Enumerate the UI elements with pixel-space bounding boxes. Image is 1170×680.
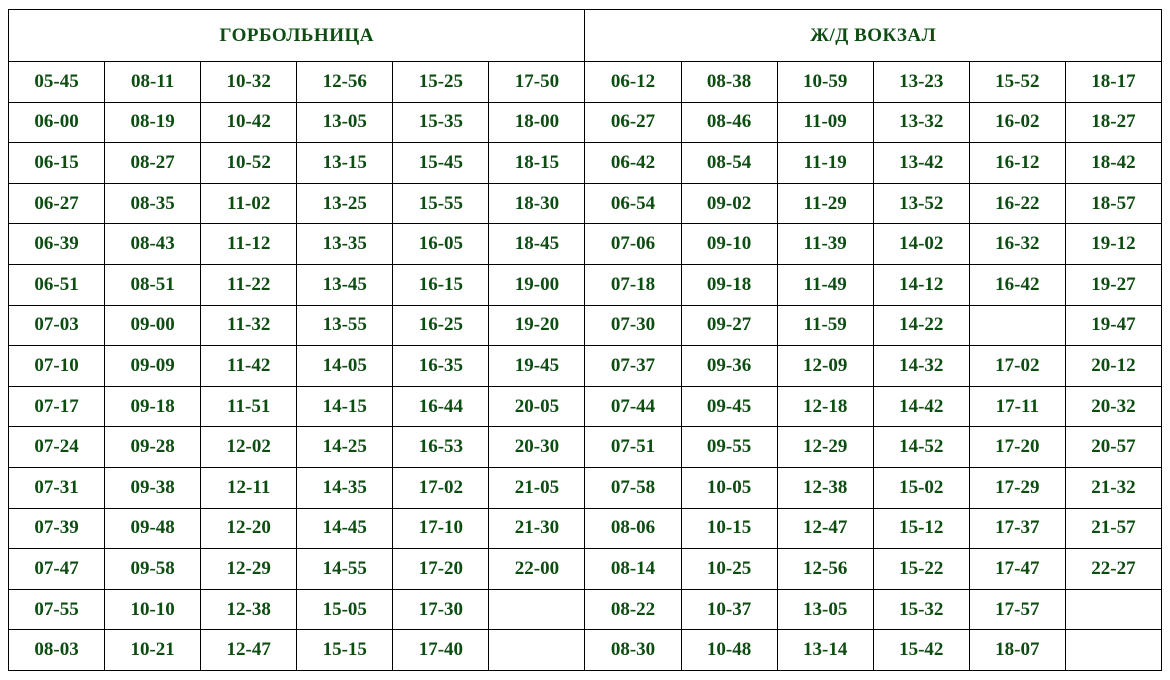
header-railway-station: Ж/Д ВОКЗАЛ bbox=[585, 10, 1162, 62]
time-cell-gorbolnitsa: 17-20 bbox=[393, 549, 489, 590]
time-cell-railway-station: 15-22 bbox=[873, 549, 969, 590]
time-cell-railway-station: 16-22 bbox=[969, 183, 1065, 224]
time-cell-gorbolnitsa: 17-30 bbox=[393, 589, 489, 630]
time-cell-gorbolnitsa: 13-25 bbox=[297, 183, 393, 224]
time-cell-railway-station: 17-20 bbox=[969, 427, 1065, 468]
time-cell-gorbolnitsa: 12-11 bbox=[201, 467, 297, 508]
time-cell-gorbolnitsa: 11-32 bbox=[201, 305, 297, 346]
time-cell-railway-station: 09-55 bbox=[681, 427, 777, 468]
time-cell-gorbolnitsa: 14-15 bbox=[297, 386, 393, 427]
time-cell-gorbolnitsa: 15-05 bbox=[297, 589, 393, 630]
time-cell-gorbolnitsa: 12-20 bbox=[201, 508, 297, 549]
table-row bbox=[9, 630, 1162, 671]
time-cell-gorbolnitsa: 20-30 bbox=[489, 427, 585, 468]
time-cell-gorbolnitsa: 09-48 bbox=[105, 508, 201, 549]
time-cell-railway-station: 17-37 bbox=[969, 508, 1065, 549]
time-cell-railway-station: 14-52 bbox=[873, 427, 969, 468]
time-cell-gorbolnitsa: 14-05 bbox=[297, 346, 393, 387]
time-cell-gorbolnitsa: 19-00 bbox=[489, 264, 585, 305]
time-cell-railway-station: 07-51 bbox=[585, 427, 681, 468]
header-row bbox=[9, 10, 1162, 62]
time-cell-gorbolnitsa: 18-00 bbox=[489, 102, 585, 143]
time-cell-gorbolnitsa: 15-35 bbox=[393, 102, 489, 143]
time-cell-gorbolnitsa: 07-31 bbox=[9, 467, 105, 508]
time-cell-railway-station: 06-54 bbox=[585, 183, 681, 224]
time-cell-gorbolnitsa: 06-27 bbox=[9, 183, 105, 224]
time-cell-railway-station: 20-57 bbox=[1065, 427, 1161, 468]
time-cell-gorbolnitsa: 10-32 bbox=[201, 62, 297, 103]
time-cell-gorbolnitsa: 13-05 bbox=[297, 102, 393, 143]
time-cell-gorbolnitsa: 06-15 bbox=[9, 143, 105, 184]
time-cell-gorbolnitsa: 14-45 bbox=[297, 508, 393, 549]
time-cell-railway-station: 13-23 bbox=[873, 62, 969, 103]
time-cell-gorbolnitsa: 09-09 bbox=[105, 346, 201, 387]
time-cell-railway-station: 16-42 bbox=[969, 264, 1065, 305]
time-cell-gorbolnitsa: 15-55 bbox=[393, 183, 489, 224]
table-row bbox=[9, 183, 1162, 224]
time-cell-gorbolnitsa: 15-25 bbox=[393, 62, 489, 103]
time-cell-gorbolnitsa: 17-02 bbox=[393, 467, 489, 508]
time-cell-gorbolnitsa: 07-39 bbox=[9, 508, 105, 549]
time-cell-railway-station: 08-30 bbox=[585, 630, 681, 671]
time-cell-gorbolnitsa: 11-02 bbox=[201, 183, 297, 224]
time-cell-railway-station bbox=[1065, 589, 1161, 630]
table-row bbox=[9, 264, 1162, 305]
time-cell-railway-station: 10-37 bbox=[681, 589, 777, 630]
time-cell-railway-station bbox=[1065, 630, 1161, 671]
time-cell-railway-station: 09-45 bbox=[681, 386, 777, 427]
time-cell-gorbolnitsa: 19-45 bbox=[489, 346, 585, 387]
table-row bbox=[9, 102, 1162, 143]
time-cell-railway-station: 08-14 bbox=[585, 549, 681, 590]
time-cell-gorbolnitsa: 13-35 bbox=[297, 224, 393, 265]
time-cell-gorbolnitsa: 20-05 bbox=[489, 386, 585, 427]
table-row bbox=[9, 508, 1162, 549]
time-cell-railway-station: 06-12 bbox=[585, 62, 681, 103]
time-cell-gorbolnitsa: 09-58 bbox=[105, 549, 201, 590]
time-cell-railway-station: 19-12 bbox=[1065, 224, 1161, 265]
time-cell-railway-station: 09-10 bbox=[681, 224, 777, 265]
time-cell-gorbolnitsa bbox=[489, 630, 585, 671]
time-cell-gorbolnitsa bbox=[489, 589, 585, 630]
time-cell-railway-station: 08-54 bbox=[681, 143, 777, 184]
time-cell-railway-station: 22-27 bbox=[1065, 549, 1161, 590]
time-cell-gorbolnitsa: 14-25 bbox=[297, 427, 393, 468]
table-row bbox=[9, 467, 1162, 508]
time-cell-railway-station: 10-15 bbox=[681, 508, 777, 549]
time-cell-railway-station: 16-12 bbox=[969, 143, 1065, 184]
time-cell-gorbolnitsa: 14-55 bbox=[297, 549, 393, 590]
time-cell-railway-station: 20-32 bbox=[1065, 386, 1161, 427]
time-cell-railway-station: 14-02 bbox=[873, 224, 969, 265]
time-cell-gorbolnitsa: 10-21 bbox=[105, 630, 201, 671]
time-cell-railway-station: 17-47 bbox=[969, 549, 1065, 590]
time-cell-gorbolnitsa: 16-35 bbox=[393, 346, 489, 387]
time-cell-gorbolnitsa: 19-20 bbox=[489, 305, 585, 346]
time-cell-railway-station: 10-05 bbox=[681, 467, 777, 508]
time-cell-gorbolnitsa: 10-42 bbox=[201, 102, 297, 143]
time-cell-railway-station: 11-49 bbox=[777, 264, 873, 305]
time-cell-gorbolnitsa: 10-10 bbox=[105, 589, 201, 630]
time-cell-railway-station: 09-02 bbox=[681, 183, 777, 224]
time-cell-railway-station: 15-02 bbox=[873, 467, 969, 508]
time-cell-railway-station: 19-47 bbox=[1065, 305, 1161, 346]
time-cell-gorbolnitsa: 17-40 bbox=[393, 630, 489, 671]
time-cell-railway-station: 13-32 bbox=[873, 102, 969, 143]
time-cell-railway-station: 07-30 bbox=[585, 305, 681, 346]
time-cell-gorbolnitsa: 11-12 bbox=[201, 224, 297, 265]
time-cell-gorbolnitsa: 13-15 bbox=[297, 143, 393, 184]
time-cell-gorbolnitsa: 18-30 bbox=[489, 183, 585, 224]
time-cell-railway-station: 13-05 bbox=[777, 589, 873, 630]
time-cell-gorbolnitsa: 14-35 bbox=[297, 467, 393, 508]
table-row bbox=[9, 427, 1162, 468]
table-row bbox=[9, 346, 1162, 387]
time-cell-railway-station: 21-32 bbox=[1065, 467, 1161, 508]
time-cell-railway-station: 10-59 bbox=[777, 62, 873, 103]
time-cell-railway-station: 08-22 bbox=[585, 589, 681, 630]
time-cell-railway-station: 18-07 bbox=[969, 630, 1065, 671]
time-cell-railway-station: 15-42 bbox=[873, 630, 969, 671]
time-cell-gorbolnitsa: 07-17 bbox=[9, 386, 105, 427]
time-cell-gorbolnitsa: 16-05 bbox=[393, 224, 489, 265]
time-cell-gorbolnitsa: 11-51 bbox=[201, 386, 297, 427]
time-cell-railway-station: 12-09 bbox=[777, 346, 873, 387]
time-cell-railway-station: 08-06 bbox=[585, 508, 681, 549]
time-cell-railway-station bbox=[969, 305, 1065, 346]
time-cell-gorbolnitsa: 09-00 bbox=[105, 305, 201, 346]
time-cell-railway-station: 12-29 bbox=[777, 427, 873, 468]
time-cell-railway-station: 21-57 bbox=[1065, 508, 1161, 549]
time-cell-railway-station: 06-42 bbox=[585, 143, 681, 184]
time-cell-gorbolnitsa: 07-10 bbox=[9, 346, 105, 387]
time-cell-gorbolnitsa: 15-45 bbox=[393, 143, 489, 184]
time-cell-railway-station: 07-58 bbox=[585, 467, 681, 508]
time-cell-railway-station: 11-19 bbox=[777, 143, 873, 184]
time-cell-railway-station: 17-11 bbox=[969, 386, 1065, 427]
time-cell-railway-station: 11-39 bbox=[777, 224, 873, 265]
time-cell-railway-station: 13-42 bbox=[873, 143, 969, 184]
time-cell-railway-station: 17-02 bbox=[969, 346, 1065, 387]
time-cell-railway-station: 11-59 bbox=[777, 305, 873, 346]
time-cell-gorbolnitsa: 16-53 bbox=[393, 427, 489, 468]
time-cell-gorbolnitsa: 13-55 bbox=[297, 305, 393, 346]
time-cell-gorbolnitsa: 09-38 bbox=[105, 467, 201, 508]
time-cell-gorbolnitsa: 13-45 bbox=[297, 264, 393, 305]
time-cell-railway-station: 14-12 bbox=[873, 264, 969, 305]
time-cell-railway-station: 18-27 bbox=[1065, 102, 1161, 143]
time-cell-gorbolnitsa: 08-19 bbox=[105, 102, 201, 143]
table-row bbox=[9, 143, 1162, 184]
time-cell-railway-station: 10-25 bbox=[681, 549, 777, 590]
time-cell-railway-station: 12-56 bbox=[777, 549, 873, 590]
time-cell-gorbolnitsa: 17-50 bbox=[489, 62, 585, 103]
table-row bbox=[9, 549, 1162, 590]
time-cell-gorbolnitsa: 09-28 bbox=[105, 427, 201, 468]
time-cell-railway-station: 12-18 bbox=[777, 386, 873, 427]
time-cell-gorbolnitsa: 12-29 bbox=[201, 549, 297, 590]
time-cell-railway-station: 07-18 bbox=[585, 264, 681, 305]
time-cell-railway-station: 11-29 bbox=[777, 183, 873, 224]
time-cell-railway-station: 17-57 bbox=[969, 589, 1065, 630]
time-cell-gorbolnitsa: 10-52 bbox=[201, 143, 297, 184]
time-cell-railway-station: 12-47 bbox=[777, 508, 873, 549]
time-cell-gorbolnitsa: 08-51 bbox=[105, 264, 201, 305]
time-cell-gorbolnitsa: 08-27 bbox=[105, 143, 201, 184]
table-row bbox=[9, 589, 1162, 630]
time-cell-gorbolnitsa: 08-43 bbox=[105, 224, 201, 265]
time-cell-railway-station: 14-22 bbox=[873, 305, 969, 346]
time-cell-railway-station: 16-02 bbox=[969, 102, 1065, 143]
time-cell-gorbolnitsa: 21-30 bbox=[489, 508, 585, 549]
time-cell-gorbolnitsa: 08-35 bbox=[105, 183, 201, 224]
time-cell-railway-station: 07-06 bbox=[585, 224, 681, 265]
time-cell-gorbolnitsa: 11-42 bbox=[201, 346, 297, 387]
time-cell-railway-station: 09-27 bbox=[681, 305, 777, 346]
time-cell-gorbolnitsa: 16-15 bbox=[393, 264, 489, 305]
table-row bbox=[9, 386, 1162, 427]
time-cell-railway-station: 11-09 bbox=[777, 102, 873, 143]
time-cell-railway-station: 16-32 bbox=[969, 224, 1065, 265]
time-cell-gorbolnitsa: 07-24 bbox=[9, 427, 105, 468]
time-cell-gorbolnitsa: 07-47 bbox=[9, 549, 105, 590]
table-row bbox=[9, 62, 1162, 103]
timetable bbox=[8, 9, 1162, 671]
time-cell-gorbolnitsa: 07-55 bbox=[9, 589, 105, 630]
time-cell-gorbolnitsa: 07-03 bbox=[9, 305, 105, 346]
time-cell-railway-station: 14-32 bbox=[873, 346, 969, 387]
time-cell-railway-station: 18-42 bbox=[1065, 143, 1161, 184]
time-cell-gorbolnitsa: 16-44 bbox=[393, 386, 489, 427]
time-cell-railway-station: 09-36 bbox=[681, 346, 777, 387]
time-cell-railway-station: 19-27 bbox=[1065, 264, 1161, 305]
time-cell-railway-station: 15-12 bbox=[873, 508, 969, 549]
time-cell-railway-station: 06-27 bbox=[585, 102, 681, 143]
time-cell-gorbolnitsa: 12-02 bbox=[201, 427, 297, 468]
time-cell-gorbolnitsa: 05-45 bbox=[9, 62, 105, 103]
time-cell-railway-station: 07-44 bbox=[585, 386, 681, 427]
time-cell-gorbolnitsa: 11-22 bbox=[201, 264, 297, 305]
header-gorbolnitsa: ГОРБОЛЬНИЦА bbox=[9, 10, 585, 62]
time-cell-railway-station: 07-37 bbox=[585, 346, 681, 387]
time-cell-railway-station: 08-38 bbox=[681, 62, 777, 103]
time-cell-railway-station: 10-48 bbox=[681, 630, 777, 671]
time-cell-railway-station: 15-32 bbox=[873, 589, 969, 630]
time-cell-gorbolnitsa: 06-39 bbox=[9, 224, 105, 265]
time-cell-railway-station: 12-38 bbox=[777, 467, 873, 508]
time-cell-railway-station: 17-29 bbox=[969, 467, 1065, 508]
time-cell-gorbolnitsa: 06-51 bbox=[9, 264, 105, 305]
time-cell-gorbolnitsa: 06-00 bbox=[9, 102, 105, 143]
time-cell-railway-station: 18-17 bbox=[1065, 62, 1161, 103]
time-cell-gorbolnitsa: 22-00 bbox=[489, 549, 585, 590]
time-cell-railway-station: 09-18 bbox=[681, 264, 777, 305]
time-cell-railway-station: 20-12 bbox=[1065, 346, 1161, 387]
time-cell-gorbolnitsa: 08-11 bbox=[105, 62, 201, 103]
time-cell-railway-station: 13-14 bbox=[777, 630, 873, 671]
time-cell-railway-station: 18-57 bbox=[1065, 183, 1161, 224]
time-cell-gorbolnitsa: 12-47 bbox=[201, 630, 297, 671]
time-cell-gorbolnitsa: 09-18 bbox=[105, 386, 201, 427]
table-row bbox=[9, 305, 1162, 346]
time-cell-gorbolnitsa: 18-15 bbox=[489, 143, 585, 184]
time-cell-railway-station: 15-52 bbox=[969, 62, 1065, 103]
time-cell-gorbolnitsa: 12-38 bbox=[201, 589, 297, 630]
time-cell-gorbolnitsa: 15-15 bbox=[297, 630, 393, 671]
time-cell-railway-station: 13-52 bbox=[873, 183, 969, 224]
time-cell-gorbolnitsa: 17-10 bbox=[393, 508, 489, 549]
time-cell-railway-station: 14-42 bbox=[873, 386, 969, 427]
time-cell-gorbolnitsa: 16-25 bbox=[393, 305, 489, 346]
table-row bbox=[9, 224, 1162, 265]
time-cell-railway-station: 08-46 bbox=[681, 102, 777, 143]
time-cell-gorbolnitsa: 21-05 bbox=[489, 467, 585, 508]
time-cell-gorbolnitsa: 18-45 bbox=[489, 224, 585, 265]
time-cell-gorbolnitsa: 08-03 bbox=[9, 630, 105, 671]
time-cell-gorbolnitsa: 12-56 bbox=[297, 62, 393, 103]
